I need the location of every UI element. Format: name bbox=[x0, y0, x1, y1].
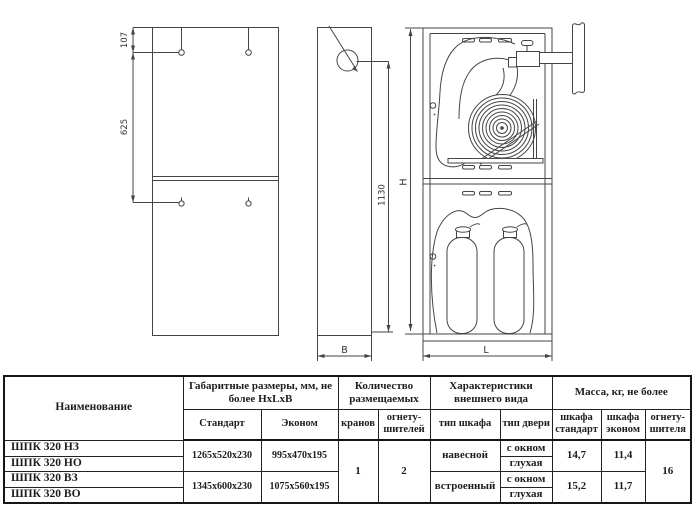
hose-reel bbox=[469, 95, 536, 162]
dim-label-B: B bbox=[341, 345, 348, 356]
col-header-mass-econom: шкафа эконом bbox=[601, 409, 645, 440]
mounting-slots bbox=[179, 28, 252, 207]
col-header-extinguishers: огнету-шителей bbox=[378, 409, 430, 440]
cell-extinguisher-count: 2 bbox=[378, 440, 430, 503]
col-header-econom: Эконом bbox=[261, 409, 338, 440]
cell-dims-econom-hinged: 995x470x195 bbox=[261, 440, 338, 471]
cell-taps-count: 1 bbox=[338, 440, 378, 503]
col-header-mass-standard: шкафа стандарт bbox=[552, 409, 601, 440]
col-group-appearance: Характеристики внешнего вида bbox=[430, 376, 552, 409]
supply-pipe bbox=[540, 53, 574, 64]
cell-type-hinged: навесной bbox=[430, 440, 500, 471]
row-name-shpk-320-no: ШПК 320 НО bbox=[4, 456, 183, 471]
cell-door-row4: глухая bbox=[500, 487, 552, 503]
spec-table bbox=[3, 375, 692, 504]
col-header-taps: кранов bbox=[338, 409, 378, 440]
cell-door-row1: с окном bbox=[500, 440, 552, 456]
cell-door-row3: с окном bbox=[500, 471, 552, 487]
col-group-mass: Масса, кг, не более bbox=[552, 376, 691, 409]
fire-extinguisher-left bbox=[447, 224, 480, 334]
col-header-mass-extinguisher: огнету-шителя bbox=[645, 409, 691, 440]
fire-extinguisher-right bbox=[494, 224, 527, 334]
cell-dims-econom-builtin: 1075x560x195 bbox=[261, 471, 338, 503]
col-header-name: Наименование bbox=[4, 376, 183, 440]
cell-mass-std-builtin: 15,2 bbox=[552, 471, 601, 503]
dim-label-107: 107 bbox=[120, 31, 130, 49]
cell-door-row2: глухая bbox=[500, 456, 552, 471]
cell-type-builtin: встроенный bbox=[430, 471, 500, 503]
row-name-shpk-320-vz: ШПК 320 ВЗ bbox=[4, 471, 183, 487]
dim-label-1130: 1130 bbox=[377, 184, 388, 206]
cell-mass-extinguisher: 16 bbox=[645, 440, 691, 503]
cell-dims-standard-builtin: 1345x600x230 bbox=[183, 471, 261, 503]
dim-label-L: L bbox=[483, 345, 489, 356]
col-group-quantity: Количество размещаемых bbox=[338, 376, 430, 409]
cell-dims-standard-hinged: 1265x520x230 bbox=[183, 440, 261, 471]
row-name-shpk-320-nz: ШПК 320 НЗ bbox=[4, 440, 183, 456]
dim-1130 bbox=[357, 62, 394, 333]
col-header-standard: Стандарт bbox=[183, 409, 261, 440]
open-view bbox=[405, 23, 585, 361]
dim-label-H: H bbox=[398, 178, 410, 186]
dim-label-625: 625 bbox=[120, 118, 130, 136]
cell-mass-eco-hinged: 11,4 bbox=[601, 440, 645, 471]
front-view bbox=[131, 28, 279, 336]
col-header-cabinet-type: тип шкафа bbox=[430, 409, 500, 440]
cell-mass-eco-builtin: 11,7 bbox=[601, 471, 645, 503]
row-name-shpk-320-vo: ШПК 320 ВО bbox=[4, 487, 183, 503]
valve bbox=[509, 41, 540, 68]
col-header-door-type: тип двери bbox=[500, 409, 552, 440]
col-group-dimensions: Габаритные размеры, мм, не более HxLxB bbox=[183, 376, 338, 409]
cell-mass-std-hinged: 14,7 bbox=[552, 440, 601, 471]
wall-bracket bbox=[573, 23, 585, 94]
